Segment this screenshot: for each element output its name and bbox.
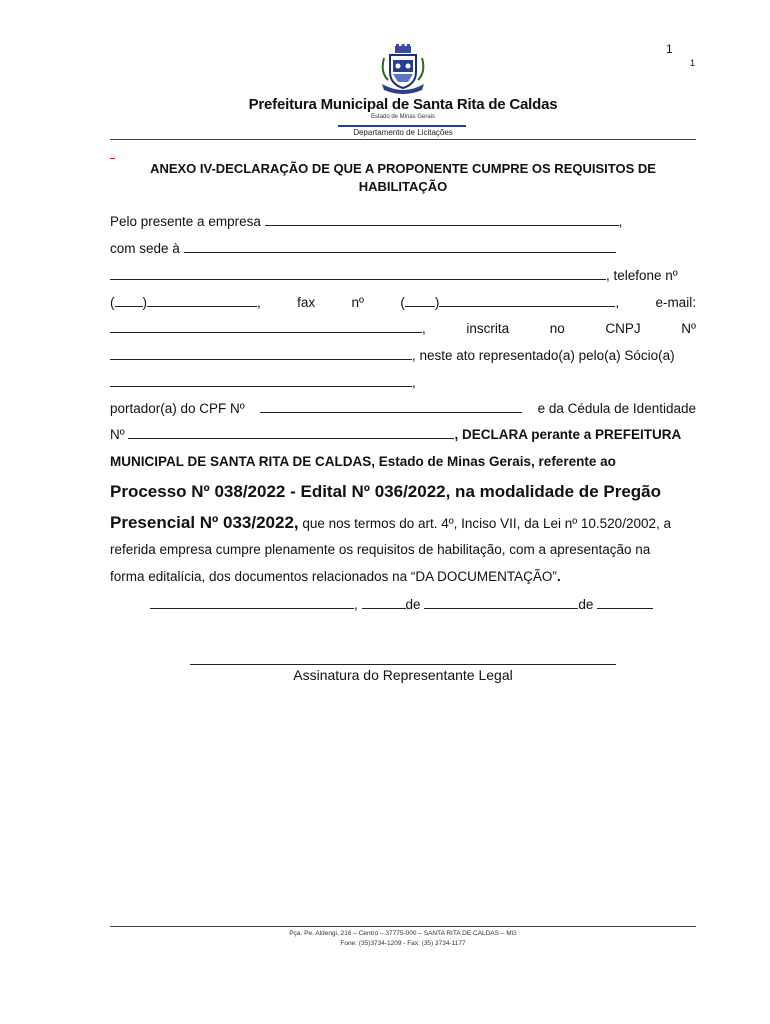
organization-name: Prefeitura Municipal de Santa Rita de Caldas bbox=[248, 96, 558, 113]
department-name: Departamento de Licitações bbox=[353, 128, 453, 137]
body-line-phone: , telefone nº bbox=[110, 267, 696, 283]
red-mark bbox=[110, 158, 115, 159]
body-line-cnpj: , inscrita no CNPJ Nº bbox=[110, 320, 696, 336]
day-blank bbox=[362, 596, 406, 609]
body-line-cpf: portador(a) do CPF Nº e da Cédula de Identidade bbox=[110, 401, 696, 416]
body-line-requirements: referida empresa cumpre plenamente os requisitos de habilitação, com a apresentação na bbox=[110, 542, 651, 557]
partner-name-blank bbox=[110, 374, 412, 387]
body-line-address: com sede à bbox=[110, 240, 696, 256]
coat-of-arms-icon bbox=[378, 44, 428, 96]
header-accent-line bbox=[338, 125, 466, 127]
cnpj-blank bbox=[110, 347, 412, 360]
body-line-documentation: forma editalícia, dos documentos relacionados na “DA DOCUMENTAÇÃO”. bbox=[110, 569, 561, 584]
phone-area-blank bbox=[115, 294, 143, 307]
cpf-blank bbox=[260, 400, 522, 413]
document-title: ANEXO IV-DECLARAÇÃO DE QUE A PROPONENTE CUMPRE OS REQUISITOS DE HABILITAÇÃO bbox=[150, 161, 656, 194]
footer-phones: Fone: (35)3734-1209 - Fax: (35) 3734-1177 bbox=[340, 940, 466, 947]
fax-area-blank bbox=[405, 294, 435, 307]
company-name-blank bbox=[265, 213, 619, 226]
month-blank bbox=[424, 596, 578, 609]
body-line-company: Pelo presente a empresa , bbox=[110, 214, 623, 229]
signature-label: Assinatura do Representante Legal bbox=[293, 667, 513, 683]
signature-line bbox=[190, 664, 616, 665]
identity-blank bbox=[128, 426, 454, 439]
address-blank-2 bbox=[110, 267, 606, 280]
page-number-small: 1 bbox=[690, 58, 696, 68]
body-line-identity: Nº , DECLARA perante a PREFEITURA bbox=[110, 427, 682, 442]
body-line-fax-email: ( ) , fax nº ( ) , e-mail: bbox=[110, 295, 696, 310]
year-blank bbox=[597, 596, 653, 609]
state-name: Estado de Minas Gerais bbox=[370, 114, 436, 120]
header-divider bbox=[110, 139, 696, 140]
body-line-representative: , neste ato representado(a) pelo(a) Sócio(a) bbox=[110, 347, 696, 363]
email-blank bbox=[110, 320, 422, 333]
body-line-presencial: Presencial Nº 033/2022, que nos termos do art. 4º, Inciso VII, da Lei nº 10.520/2002, a bbox=[110, 513, 671, 532]
city-blank bbox=[150, 596, 354, 609]
body-line-municipal: MUNICIPAL DE SANTA RITA DE CALDAS, Estado de Minas Gerais, referente ao bbox=[110, 454, 616, 469]
address-blank bbox=[184, 240, 616, 253]
page-number: 1 bbox=[666, 42, 673, 56]
phone-blank bbox=[147, 294, 257, 307]
footer-divider bbox=[110, 926, 696, 927]
body-line-process: Processo Nº 038/2022 - Edital Nº 036/2022, na modalidade de Pregão bbox=[110, 482, 661, 501]
body-line-partner: , bbox=[110, 374, 696, 390]
fax-blank bbox=[439, 294, 615, 307]
body-line-date: , de de bbox=[150, 596, 670, 612]
footer-address: Pça. Pe. Aldengi, 216 – Centro – 37775-000 – SANTA RITA DE CALDAS – MG bbox=[289, 930, 517, 937]
